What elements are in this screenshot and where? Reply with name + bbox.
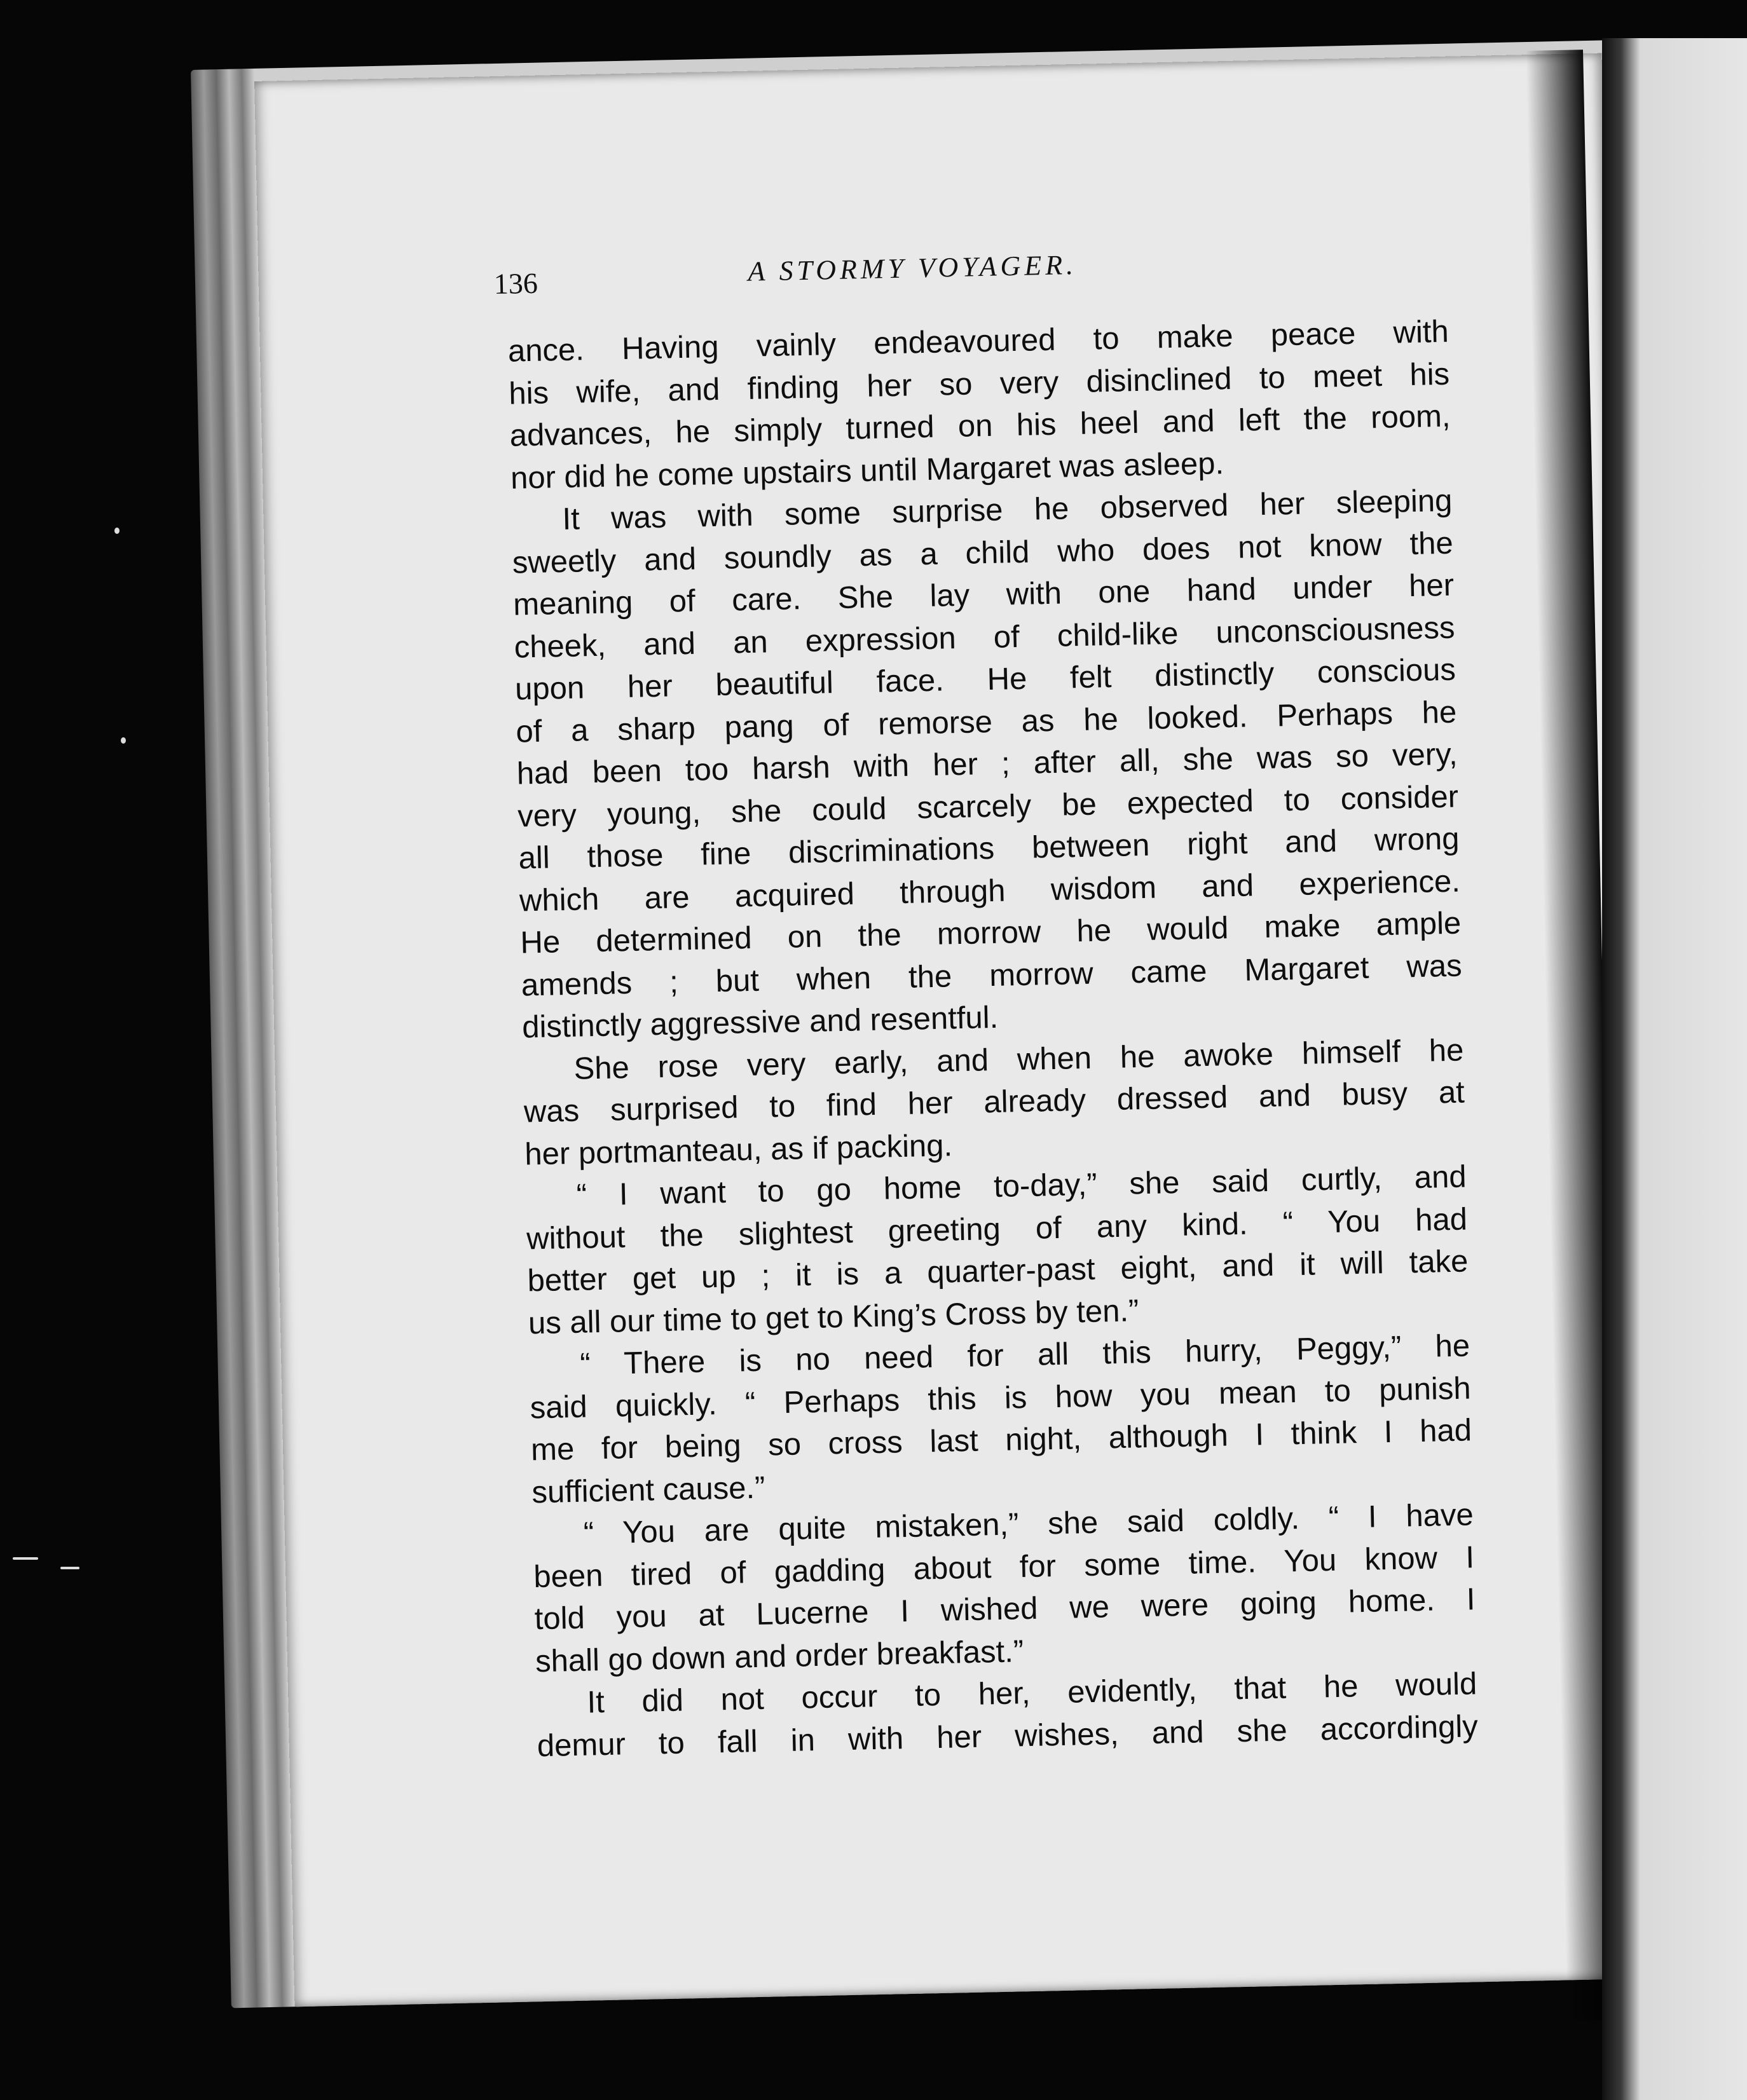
dust-speck [13,1557,38,1560]
text-line: demur to fall in with her wishes, and she accordingly [537,1708,1479,1763]
running-header [493,241,1434,301]
text-line: “ There is no need for all this hurry, Peggy,” he [579,1328,1470,1382]
text-line: had been too harsh with her ; after all, she was so very, [516,737,1458,791]
page-content [254,53,1642,2007]
text-line: It did not occur to her, evidently, that he would [586,1667,1477,1720]
text-line: upon her beautiful face. He felt distinctly conscious [514,652,1456,707]
text-line: very young, she could scarcely be expected to consider [517,779,1459,834]
text-line: sufficient cause.” [531,1470,765,1510]
running-title: A STORMY VOYAGER. [747,249,1078,287]
text-line: of a sharp pang of remorse as he looked. Perhaps he [515,695,1457,749]
text-line: been tired of gadding about for some time. You know I [533,1539,1475,1594]
text-line: better get up ; it is a quarter-past eight, and it will take [527,1244,1469,1299]
text-line: amends ; but when the morrow came Margaret was [521,948,1463,1003]
page-number: 136 [493,266,538,301]
text-line: He determined on the morrow he would make ample [519,906,1462,960]
text-line: shall go down and order breakfast.” [535,1633,1024,1679]
dust-speck [60,1567,79,1569]
text-line: her portmanteau, as if packing. [524,1128,953,1171]
text-line: ance. Having vainly endeavoured to make peace with [507,314,1449,369]
text-line: meaning of care. She lay with one hand under her [512,568,1455,622]
text-line: “ You are quite mistaken,” she said coldly. “ I have [583,1497,1474,1551]
text-line: said quickly. “ Perhaps this is how you mean to punish [530,1370,1472,1425]
text-line: me for being so cross last night, although I think I had [530,1413,1472,1468]
text-line: without the slightest greeting of any kind. “ You had [526,1201,1468,1256]
text-line: It was with some surprise he observed her sleeping [561,483,1453,536]
text-line: “ I want to go home to-day,” she said curtly, and [576,1159,1467,1213]
text-line: which are acquired through wisdom and experience. [519,864,1461,918]
text-line: distinctly aggressive and resentful. [521,1000,999,1045]
body-text [507,311,1478,1767]
text-line: sweetly and soundly as a child who does not know the [512,526,1454,580]
text-line: us all our time to get to King’s Cross by ten.” [528,1293,1139,1340]
text-line: his wife, and finding her so very disinclined to meet his [508,357,1450,411]
dust-speck [121,737,126,744]
text-line: all those fine discriminations between right and wrong [518,821,1460,876]
text-line: told you at Lucerne I wished we were going home. I [534,1582,1476,1637]
dust-speck [114,528,120,534]
text-line: She rose very early, and when he awoke himself he [573,1033,1464,1086]
text-line: advances, he simply turned on his heel and left the room, [509,399,1451,453]
text-line: cheek, and an expression of child-like unconsciousness [514,610,1455,665]
text-line: was surprised to find her already dressed and busy at [523,1075,1465,1129]
text-line: nor did he come upstairs until Margaret was asleep. [510,446,1224,496]
